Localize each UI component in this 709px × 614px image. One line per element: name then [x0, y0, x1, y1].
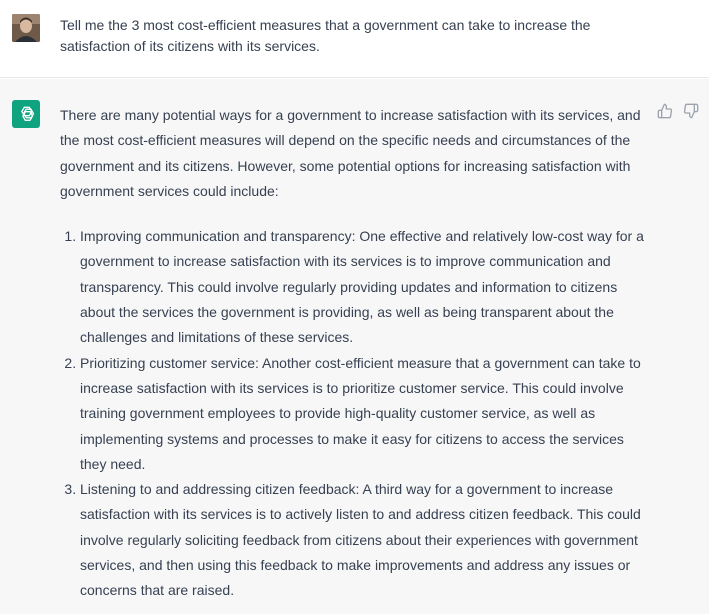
thumbs-up-icon[interactable] — [657, 103, 673, 119]
list-item: 1. Improving communication and transparency: One effective and relatively low-cost way for a government to increase satisfaction with its services is to improve communication and transparency. This could involve regularly providing updates and information to citizens about the services the government is providing, as well as being transparent about the challenges and limitations of these services. — [80, 224, 650, 350]
list-item: 2. Prioritizing customer service: Another cost-efficient measure that a government can take to increase satisfaction with its services is to prioritize customer service. This could involve training government employees to provide high-quality customer service, as well as implementing systems and processes to make it easy for citizens to access the services they need. — [80, 351, 650, 477]
assistant-message-content — [60, 103, 650, 604]
user-message-text: Tell me the 3 most cost-efficient measures that a government can take to increase the satisfaction of its citizens with its services. — [60, 17, 591, 54]
user-message-row — [0, 0, 709, 78]
list-item: 3. Listening to and addressing citizen feedback: A third way for a government to increase satisfaction with its services is to actively listen to and address citizen feedback. This could involve regularly soliciting feedback from citizens about their experiences with government services, and then using this feedback to make improvements and address any issues or concerns that are raised. — [80, 477, 650, 603]
thumbs-down-icon[interactable] — [683, 103, 699, 119]
measures-list — [60, 224, 650, 603]
assistant-intro: There are many potential ways for a government to increase satisfaction with its services, and the most cost-efficient measures will depend on the specific needs and circumstances of the government and its citizens. However, some potential options for increasing satisfaction with government services could include: — [60, 107, 641, 199]
openai-logo-icon — [12, 100, 40, 128]
user-avatar — [12, 14, 40, 42]
assistant-message-row — [0, 79, 709, 614]
